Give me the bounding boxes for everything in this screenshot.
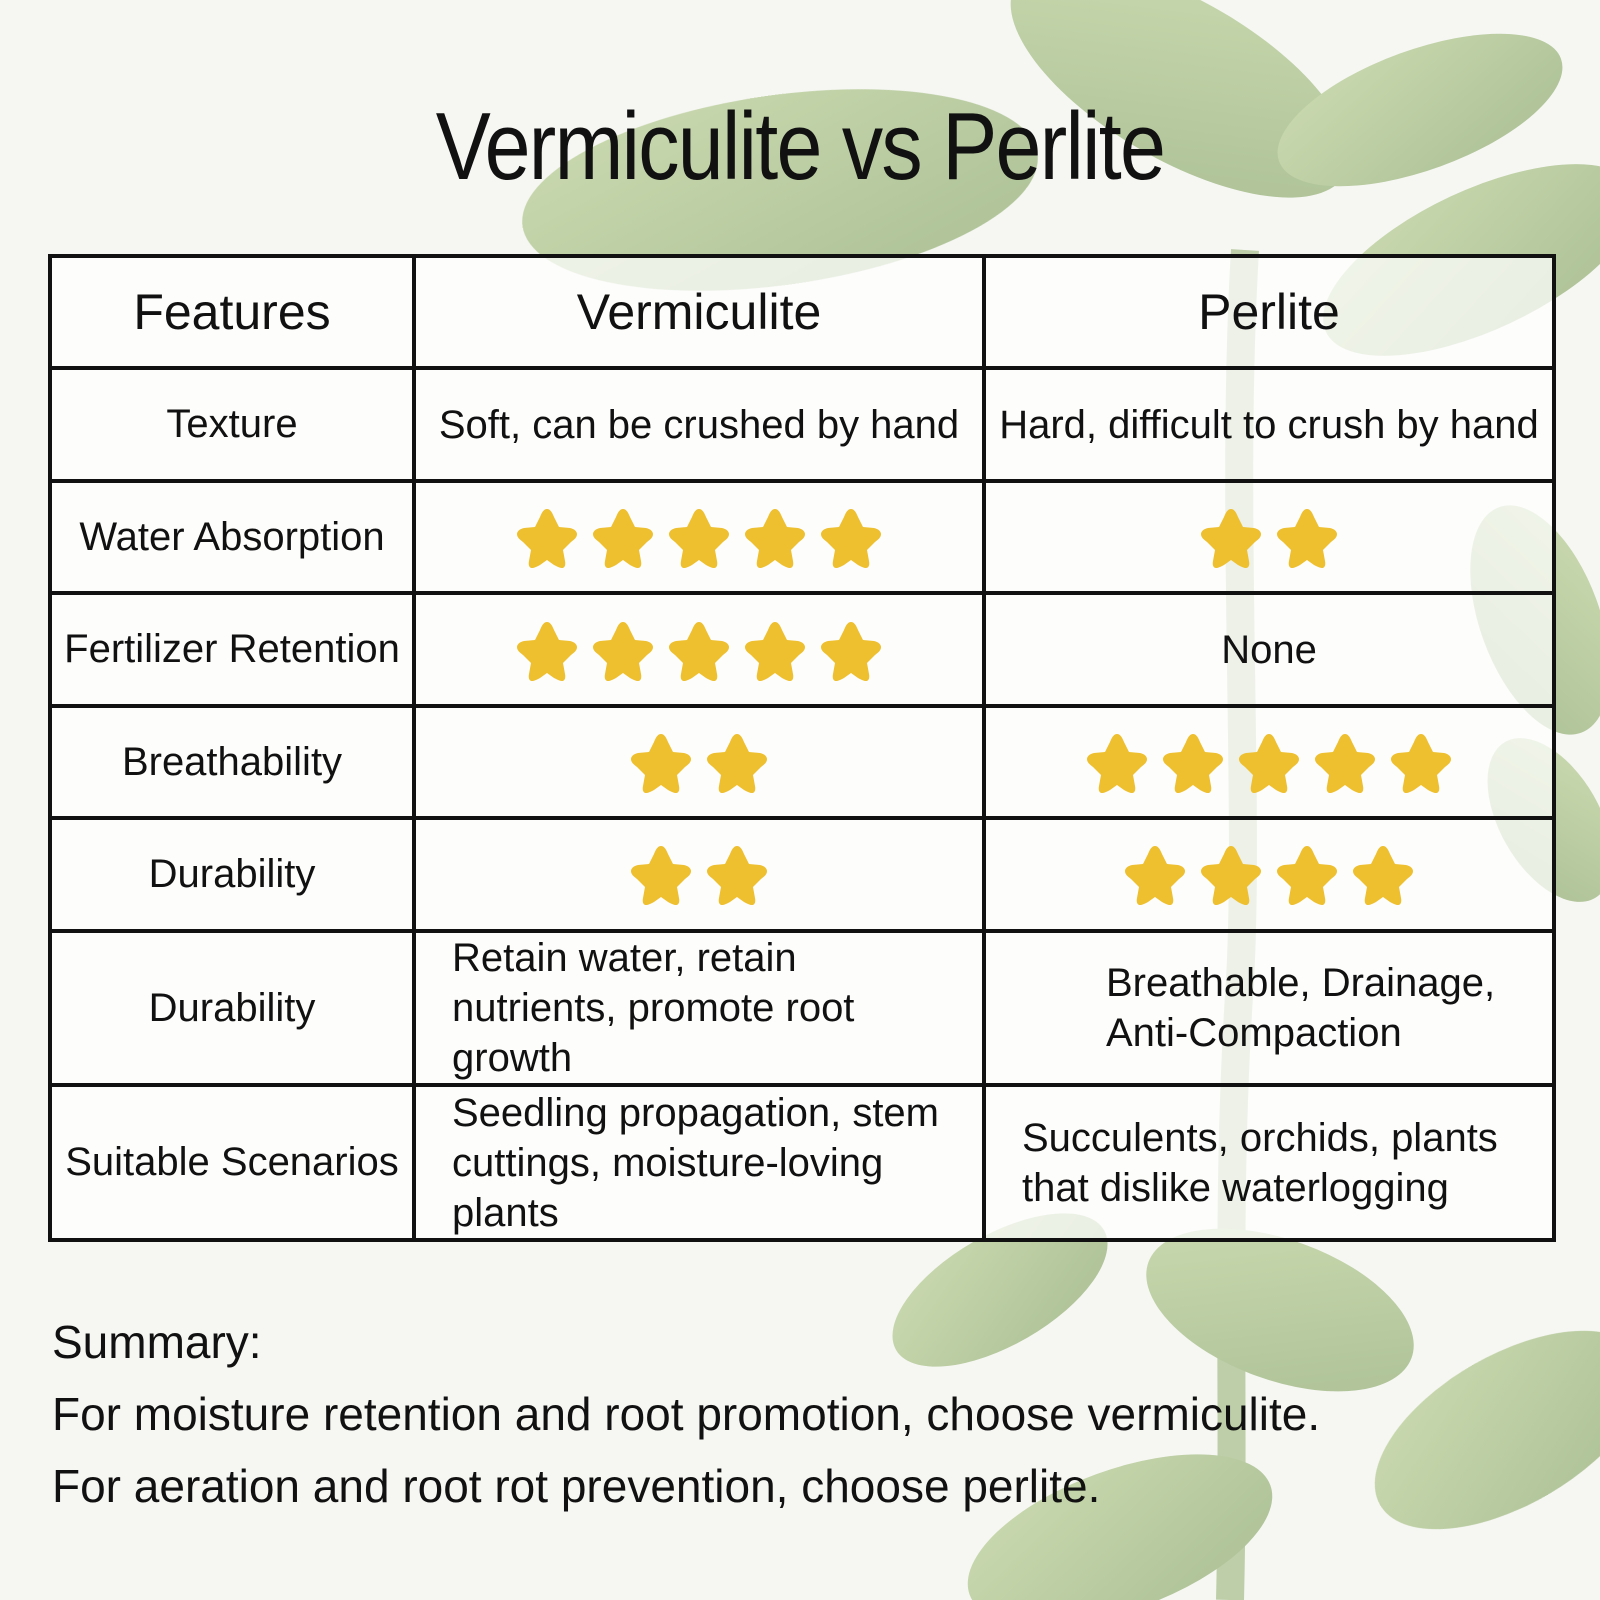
star-rating <box>1085 730 1453 794</box>
star-icon <box>1351 842 1415 906</box>
perlite-cell <box>984 706 1554 818</box>
star-rating <box>515 505 883 569</box>
table-row <box>50 481 1554 593</box>
star-icon <box>819 618 883 682</box>
star-icon <box>629 842 693 906</box>
feature-cell: Suitable Scenarios <box>50 1085 414 1240</box>
star-icon <box>1313 730 1377 794</box>
perlite-cell <box>984 481 1554 593</box>
perlite-cell: Succulents, orchids, plants that dislike waterlogging <box>984 1085 1554 1240</box>
star-rating <box>629 842 769 906</box>
table-row <box>50 368 1554 480</box>
star-icon <box>705 842 769 906</box>
star-icon <box>667 618 731 682</box>
header-perlite: Perlite <box>984 256 1554 368</box>
feature-cell: Durability <box>50 931 414 1086</box>
table-row <box>50 593 1554 705</box>
summary-line: For moisture retention and root promotion, choose vermiculite. <box>52 1388 1321 1440</box>
perlite-cell <box>984 818 1554 930</box>
feature-cell: Durability <box>50 818 414 930</box>
star-icon <box>1199 842 1263 906</box>
star-icon <box>629 730 693 794</box>
header-vermiculite: Vermiculite <box>414 256 984 368</box>
star-rating <box>629 730 769 794</box>
star-icon <box>705 730 769 794</box>
vermiculite-cell <box>414 481 984 593</box>
perlite-cell: None <box>984 593 1554 705</box>
table-row <box>50 1085 1554 1240</box>
star-icon <box>667 505 731 569</box>
star-icon <box>1237 730 1301 794</box>
vermiculite-cell: Seedling propagation, stem cuttings, moisture-loving plants <box>414 1085 984 1240</box>
summary <box>52 1306 1320 1522</box>
vermiculite-cell: Soft, can be crushed by hand <box>414 368 984 480</box>
vermiculite-cell <box>414 706 984 818</box>
star-icon <box>819 505 883 569</box>
star-icon <box>1161 730 1225 794</box>
vermiculite-cell <box>414 593 984 705</box>
perlite-cell: Breathable, Drainage, Anti-Compaction <box>984 931 1554 1086</box>
perlite-cell: Hard, difficult to crush by hand <box>984 368 1554 480</box>
feature-cell: Texture <box>50 368 414 480</box>
star-icon <box>591 505 655 569</box>
star-icon <box>743 505 807 569</box>
star-icon <box>1389 730 1453 794</box>
star-rating <box>1123 842 1415 906</box>
star-rating <box>1199 505 1339 569</box>
star-icon <box>1275 842 1339 906</box>
feature-cell: Water Absorption <box>50 481 414 593</box>
star-icon <box>1199 505 1263 569</box>
star-icon <box>1123 842 1187 906</box>
comparison-table <box>48 254 1556 1242</box>
table-row <box>50 706 1554 818</box>
feature-cell: Breathability <box>50 706 414 818</box>
star-icon <box>1275 505 1339 569</box>
header-features: Features <box>50 256 414 368</box>
feature-cell: Fertilizer Retention <box>50 593 414 705</box>
star-icon <box>743 618 807 682</box>
table-row <box>50 818 1554 930</box>
vermiculite-cell <box>414 818 984 930</box>
star-rating <box>515 618 883 682</box>
star-icon <box>591 618 655 682</box>
star-icon <box>515 505 579 569</box>
vermiculite-cell: Retain water, retain nutrients, promote root growth <box>414 931 984 1086</box>
star-icon <box>515 618 579 682</box>
table-row <box>50 931 1554 1086</box>
star-icon <box>1085 730 1149 794</box>
table-header-row <box>50 256 1554 368</box>
page-title: Vermiculite vs Perlite <box>435 93 1165 200</box>
summary-heading: Summary: <box>52 1316 262 1368</box>
summary-line: For aeration and root rot prevention, choose perlite. <box>52 1460 1101 1512</box>
